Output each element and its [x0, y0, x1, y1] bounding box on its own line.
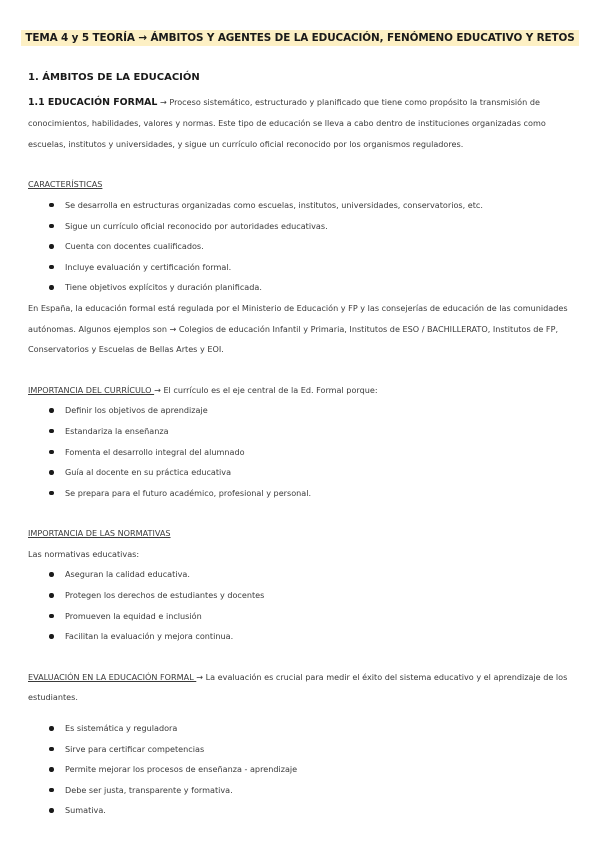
list-item: Se desarrolla en estructuras organizadas como escuelas, institutos, universidades, conservatorios, etc. — [28, 195, 574, 216]
list-item: Sumativa. — [28, 800, 574, 821]
list-item: Definir los objetivos de aprendizaje — [28, 400, 574, 421]
list-item: Incluye evaluación y certificación formal. — [28, 257, 574, 278]
curriculo-list — [28, 400, 574, 503]
list-item: Aseguran la calidad educativa. — [28, 564, 574, 585]
list-item: Protegen los derechos de estudiantes y docentes — [28, 585, 574, 606]
curriculo-heading: IMPORTANCIA DEL CURRÍCULO — [28, 384, 155, 395]
list-item: Sigue un currículo oficial reconocido por autoridades educativas. — [28, 216, 574, 237]
evaluacion-section — [28, 667, 574, 821]
list-item: Permite mejorar los procesos de enseñanza - aprendizaje — [28, 759, 574, 780]
list-item: Estandariza la enseñanza — [28, 421, 574, 442]
list-item: Sirve para certificar competencias — [28, 739, 574, 760]
list-item: Tiene objetivos explícitos y duración planificada. — [28, 277, 574, 298]
formal-label: 1.1 EDUCACIÓN FORMAL — [28, 96, 158, 108]
list-item: Debe ser justa, transparente y formativa. — [28, 780, 574, 801]
curriculo-intro: → El currículo es el eje central de la Ed. Formal porque: — [154, 384, 378, 395]
normativas-heading: IMPORTANCIA DE LAS NORMATIVAS — [28, 528, 171, 539]
evaluacion-heading: EVALUACIÓN EN LA EDUCACIÓN FORMAL — [28, 671, 197, 682]
list-item: Cuenta con docentes cualificados. — [28, 236, 574, 257]
list-item: Es sistemática y reguladora — [28, 718, 574, 739]
caracteristicas-heading: CARACTERÍSTICAS — [28, 179, 103, 190]
list-item: Guía al docente en su práctica educativa — [28, 462, 574, 483]
list-item: Facilitan la evaluación y mejora continua. — [28, 626, 574, 647]
caracteristicas-list — [28, 195, 574, 298]
spain-paragraph: En España, la educación formal está regulada por el Ministerio de Educación y FP y las consejerías de educación de las comunidades autónomas. Algunos ejemplos son → Colegios de educación Infantil y Primaria, Institutos de ESO / BACHILLERATO, Institutos de FP, Conservatorios y Escuelas de Bellas Artes y EOI. — [28, 302, 568, 355]
caracteristicas-section — [28, 174, 574, 359]
curriculo-section — [28, 380, 574, 504]
evaluacion-intro: → La evaluación es crucial para medir el éxito del sistema educativo y el aprendizaje de los estudiantes. — [28, 671, 568, 703]
evaluacion-list — [28, 718, 574, 821]
list-item: Promueven la equidad e inclusión — [28, 606, 574, 627]
list-item: Se prepara para el futuro académico, profesional y personal. — [28, 483, 574, 504]
document-content — [28, 68, 574, 821]
list-item: Fomenta el desarrollo integral del alumnado — [28, 442, 574, 463]
title-wrap — [0, 26, 600, 46]
formal-text: → Proceso sistemático, estructurado y planificado que tiene como propósito la transmisión de conocimientos, habilidades, valores y normas. Este tipo de educación se lleva a cabo dentro de instituciones organizadas como escuelas, institutos y universidades, y sigue un currículo oficial reconocido por los organismos reguladores. — [28, 96, 546, 149]
normativas-section — [28, 523, 574, 647]
section-heading-ambitos: 1. ÁMBITOS DE LA EDUCACIÓN — [28, 72, 200, 83]
normativas-list — [28, 564, 574, 646]
page-title: TEMA 4 y 5 TEORÍA → ÁMBITOS Y AGENTES DE LA EDUCACIÓN, FENÓMENO EDUCATIVO Y RETOS — [21, 30, 578, 46]
formal-paragraph — [28, 92, 574, 155]
normativas-intro: Las normativas educativas: — [28, 548, 140, 559]
